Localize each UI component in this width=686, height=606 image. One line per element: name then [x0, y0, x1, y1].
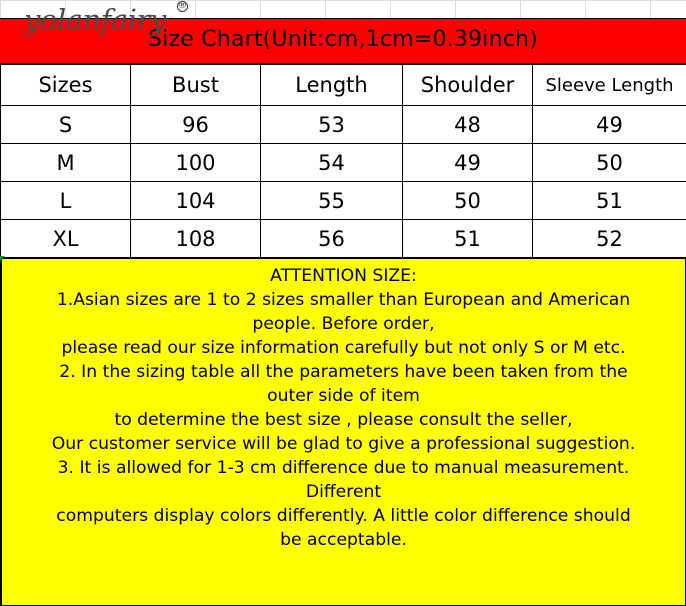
cell-length: 54	[261, 144, 403, 182]
cell-shoulder: 50	[403, 182, 533, 220]
notice-line: people. Before order,	[252, 314, 435, 334]
cell-error-marker	[0, 256, 5, 261]
notice-heading: ATTENTION SIZE:	[270, 266, 417, 286]
registered-mark: ®	[178, 1, 187, 11]
header-bust: Bust	[131, 65, 261, 106]
cell-length: 56	[261, 220, 403, 258]
notice-line: Different	[305, 482, 382, 502]
cell-shoulder: 51	[403, 220, 533, 258]
cell-bust: 104	[131, 182, 261, 220]
cell-length: 55	[261, 182, 403, 220]
cell-size: S	[1, 106, 131, 144]
cell-size: M	[1, 144, 131, 182]
size-table	[0, 64, 686, 258]
table-header-row	[1, 65, 686, 106]
table-row	[1, 182, 686, 220]
header-shoulder: Shoulder	[403, 65, 533, 106]
notice-line: computers display colors differently. A little color difference should	[56, 506, 631, 526]
cell-bust: 96	[131, 106, 261, 144]
notice-line: be acceptable.	[280, 530, 407, 550]
cell-shoulder: 48	[403, 106, 533, 144]
notice-line: please read our size information carefully but not only S or M etc.	[61, 338, 626, 358]
header-length: Length	[261, 65, 403, 106]
cell-sleeve-length: 50	[533, 144, 686, 182]
notice-line: Our customer service will be glad to give a professional suggestion.	[51, 434, 636, 454]
notice-line: 3. It is allowed for 1-3 cm difference due to manual measurement.	[57, 458, 630, 478]
table-row	[1, 220, 686, 258]
chart-title: Size Chart(Unit:cm,1cm=0.39inch)	[148, 27, 538, 52]
cell-bust: 100	[131, 144, 261, 182]
header-sleeve-length: Sleeve Length	[533, 65, 686, 106]
cell-size: XL	[1, 220, 131, 258]
cell-size: L	[1, 182, 131, 220]
attention-notice	[0, 258, 686, 606]
table-row	[1, 106, 686, 144]
notice-line: to determine the best size , please consult the seller,	[114, 410, 573, 430]
notice-line: 2. In the sizing table all the parameters have been taken from the	[59, 362, 628, 382]
cell-sleeve-length: 49	[533, 106, 686, 144]
table-row	[1, 144, 686, 182]
header-sizes: Sizes	[1, 65, 131, 106]
cell-length: 53	[261, 106, 403, 144]
notice-line: 1.Asian sizes are 1 to 2 sizes smaller than European and American	[56, 290, 631, 310]
cell-bust: 108	[131, 220, 261, 258]
brand-logo: yolanfairy	[24, 3, 166, 37]
notice-line: outer side of item	[267, 386, 420, 406]
cell-shoulder: 49	[403, 144, 533, 182]
cell-sleeve-length: 52	[533, 220, 686, 258]
cell-sleeve-length: 51	[533, 182, 686, 220]
